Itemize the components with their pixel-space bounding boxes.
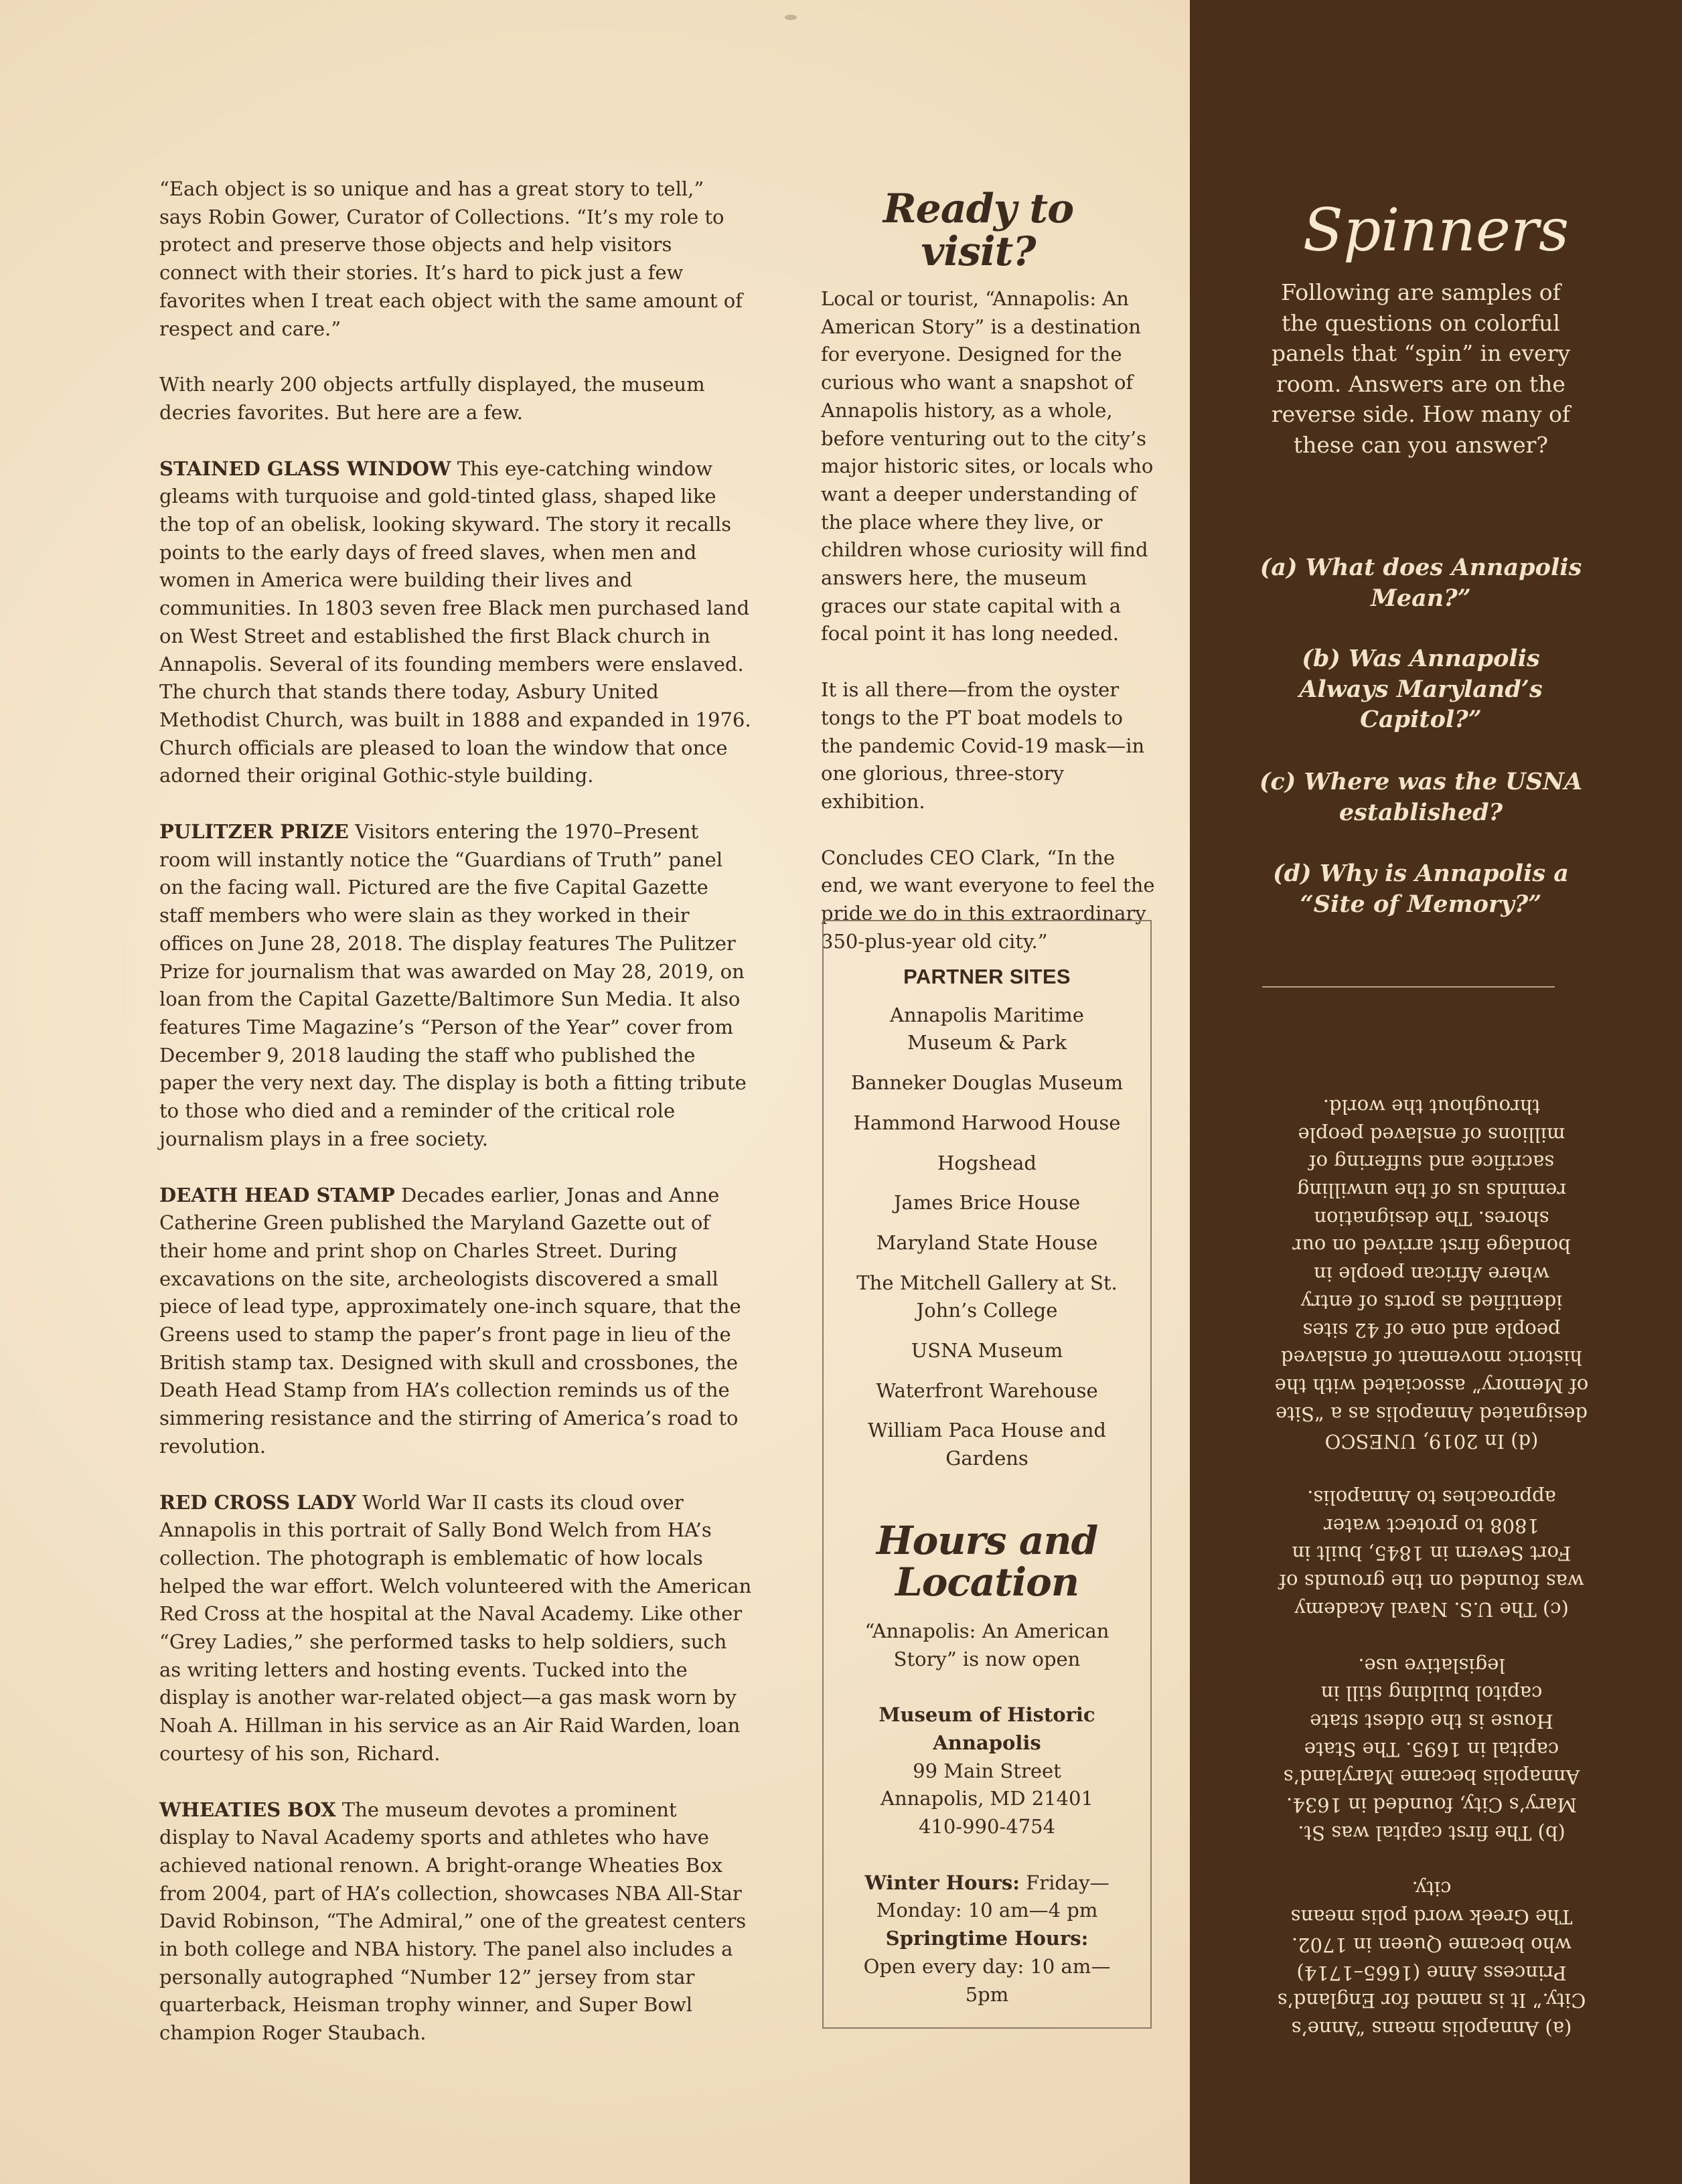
feature-article [159,175,752,2076]
phone-number: 410-990-4754 [918,1815,1056,1839]
intro-paragraph: With nearly 200 objects artfully displayed, the museum decries favorites. But here are a few. [159,373,705,424]
opening-notice: “Annapolis: An American Story” is now open [864,1619,1110,1670]
spinner-answer: (b) The first capital was St. Mary’s City, founded in 1634. Annapolis became Maryland’s capital in 1695. The State House is the oldest state capitol building still in legislative use. [1283,1654,1580,1845]
object-heading: RED CROSS LADY [159,1490,356,1514]
museum-name: Museum of Historic Annapolis [878,1703,1095,1754]
spinners-title: Spinners [1302,196,1570,264]
visit-title: Ready to visit? [883,185,1074,275]
spinner-question: (d) Why is Annapolis a “Site of Memory?” [1273,860,1569,918]
springtime-hours-value: Open every day: 10 am—5pm [863,1954,1111,2006]
paper-speck [785,15,797,20]
partner-site-item: Maryland State House [876,1231,1098,1254]
partner-sites-box [822,920,1152,2029]
visit-paragraph: It is all there—from the oyster tongs to the PT boat models to the pandemic Covid-19 mask—in one glorious, three-story exhibition. [821,678,1145,813]
springtime-hours [857,1925,1117,2009]
street-address: 99 Main Street [913,1759,1061,1782]
partner-site-item: William Paca House and Gardens [868,1419,1106,1470]
partner-site-item: Banneker Douglas Museum [850,1071,1124,1095]
object-heading: WHEATIES BOX [159,1798,336,1821]
object-heading: PULITZER PRIZE [159,820,349,844]
spinner-answer: (a) Annapolis means “Anne’s City.” It is named for England’s Princess Anne (1665–1714) who became Queen in 1702. The Greek word polis means city. [1277,1877,1586,2040]
partner-sites-title: PARTNER SITES [903,965,1071,988]
partner-site-item: Annapolis Maritime Museum & Park [890,1003,1084,1055]
object-text: Decades earlier, Jonas and Anne Catherine Green published the Maryland Gazette out of their home and print shop on Charles Street. During excavations on the site, archeologists discovered a small piece of lead type, approximately one-inch square, that the Greens used to stamp the paper’s front page in lieu of the British stamp tax. Designed with skull and crossbones, the Death Head Stamp from HA’s collection reminds us of the simmering resistance and the stirring of America’s road to revolution. [159,1183,741,1458]
object-red-cross-lady [159,1489,752,1768]
object-text: The museum devotes a prominent display to Naval Academy sports and athletes who have achieved national renown. A bright-orange Wheaties Box from 2004, part of HA’s collection, showcases NBA All-Star David Robinson, “The Admiral,” one of the greatest centers in both college and NBA history. The panel also includes a personally autographed “Number 12” jersey from star quarterback, Heisman trophy winner, and Super Bowl champion Roger Staubach. [159,1798,747,2045]
spinners-sidebar [1190,0,1682,2184]
spinner-answer: (c) The U.S. Naval Academy was founded on the grounds of Fort Severn in 1845, built in 1808 to protect water approaches to Annapolis. [1279,1486,1584,1621]
winter-hours-value: Friday—Monday: 10 am—4 pm [876,1871,1110,1922]
spinner-question: (c) Where was the USNA established? [1259,768,1583,826]
springtime-hours-label: Springtime Hours: [885,1927,1089,1950]
object-death-head-stamp [159,1182,752,1461]
object-heading: STAINED GLASS WINDOW [159,457,451,480]
upside-down-answers [1274,998,1589,2042]
visit-section [821,175,1156,984]
museum-address [824,1701,1150,1841]
spinners-intro: Following are samples of the questions on colorful panels that “spin” in every room. Answers are on the reverse side. How many of these can you answer? [1271,279,1571,458]
winter-hours-label: Winter Hours: [864,1871,1020,1894]
object-text: World War II casts its cloud over Annapolis in this portrait of Sally Bond Welch from HA’s collection. The photograph is emblematic of how locals helped the war effort. Welch volunteered with the American Red Cross at the hospital at the Naval Academy. Like other “Grey Ladies,” she performed tasks to help soldiers, such as writing letters and hosting events. Tucked into the display is another war-related object—a gas mask worn by Noah A. Hillman in his service as an Air Raid Warden, loan courtesy of his son, Richard. [159,1490,752,1765]
object-wheaties-box [159,1796,752,2047]
curator-quote: “Each object is so unique and has a great story to tell,” says Robin Gower, Curator of Collections. “It’s my role to protect and preserve those objects and help visitors connect with their stories. It’s hard to pick just a few favorites when I treat each object with the same amount of respect and care.” [159,177,743,340]
object-heading: DEATH HEAD STAMP [159,1183,395,1206]
spinner-question: (b) Was Annapolis Always Maryland’s Capitol?” [1299,645,1543,733]
partner-site-item: Waterfront Warehouse [876,1379,1098,1402]
opening-hours [824,1869,1150,2009]
partner-site-item: Hammond Harwood House [853,1111,1121,1134]
object-pulitzer-prize [159,818,752,1153]
object-text: This eye-catching window gleams with turquoise and gold-tinted glass, shaped like the top of an obelisk, looking skyward. The story it recalls points to the early days of freed slaves, when men and women in America were building their lives and communities. In 1803 seven free Black men purchased land on West Street and established the first Black church in Annapolis. Several of its founding members were enslaved. The church that stands there today, Asbury United Methodist Church, was built in 1888 and expanded in 1976. Church officials are pleased to loan the window that once adorned their original Gothic-style building. [159,457,751,787]
spinner-question: (a) What does Annapolis Mean?” [1259,554,1582,612]
partner-site-item: The Mitchell Gallery at St. John’s College [856,1271,1118,1322]
divider-rule [1262,986,1555,988]
hours-location-title: Hours and Location [876,1517,1098,1605]
object-stained-glass-window [159,455,752,790]
partner-site-item: USNA Museum [911,1339,1063,1362]
partner-site-item: Hogshead [937,1151,1037,1174]
visit-paragraph: Concludes CEO Clark, “In the end, we want everyone to feel the pride we do in this extraordinary 350-plus-year old city.” [821,846,1155,953]
city-state-zip: Annapolis, MD 21401 [881,1787,1093,1810]
object-text: Visitors entering the 1970–Present room will instantly notice the “Guardians of Truth” panel on the facing wall. Pictured are the five Capital Gazette staff members who were slain as they worked in their offices on June 28, 2018. The display features The Pulitzer Prize for journalism that was awarded on May 28, 2019, on loan from the Capital Gazette/Baltimore Sun Media. It also features Time Magazine’s “Person of the Year” cover from December 9, 2018 lauding the staff who published the paper the very next day. The display is both a fitting tribute to those who died and a reminder of the critical role journalism plays in a free society. [159,820,747,1150]
spinner-answer: (d) In 2019, UNESCO designated Annapolis as a “Site of Memory” associated with the historic movement of enslaved people and one of 42 sites identified as ports of entry where African people in bondage first arrived on our shores. The designation reminds us of the unwilling sacrifice and suffering of millions of enslaved people throughout the world. [1274,1095,1589,1454]
visit-paragraph: Local or tourist, “Annapolis: An American Story” is a destination for everyone. Designed for the curious who want a snapshot of Annapolis history, as a whole, before venturing out to the city’s major historic sites, or locals who want a deeper understanding of the place where they live, or children whose curiosity will find answers here, the museum graces our state capital with a focal point it has long needed. [821,287,1154,645]
partner-site-item: James Brice House [893,1191,1081,1215]
winter-hours [857,1869,1117,1925]
